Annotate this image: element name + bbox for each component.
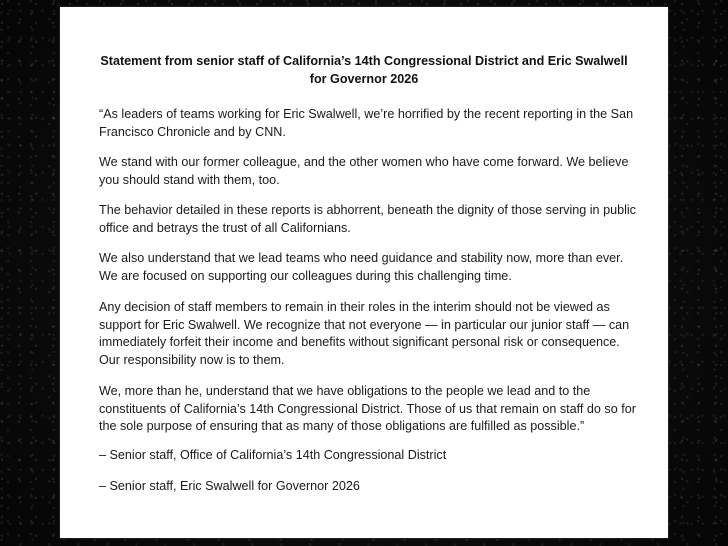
statement-title [60,52,668,88]
paragraph-guidance: We also understand that we lead teams who need guidance and stability now, more than ever. We are focused on supporting our colleagues during this challenging time. [99,251,624,283]
signature-congressional-office: – Senior staff, Office of California’s 14th Congressional District [99,448,447,462]
statement-page [60,7,668,538]
paragraph-opening: “As leaders of teams working for Eric Swalwell, we’re horrified by the recent reporting in the San Francisco Chronicle and by CNN. [99,107,634,139]
title-line-1: Statement from senior staff of California’s 14th Congressional District and Eric Swalwell [100,54,628,68]
paragraph-stand-with-colleague: We stand with our former colleague, and the other women who have come forward. We believe you should stand with them, too. [99,155,629,187]
signature-campaign: – Senior staff, Eric Swalwell for Governor 2026 [99,479,360,493]
paragraph-obligations: We, more than he, understand that we have obligations to the people we lead and to the constituents of California’s 14th Congressional District. Those of us that remain on staff do so for the sole purpose of ensuring that as many of those obligations are fulfilled as possible.” [99,384,636,433]
paragraph-staff-decision: Any decision of staff members to remain in their roles in the interim should not be viewed as support for Eric Swalwell. We recognize that not everyone — in particular our junior staff — can immediately forfeit their income and benefits without significant personal risk or consequence. Our responsibility now is to them. [99,300,630,367]
title-line-2: for Governor 2026 [309,72,419,86]
paragraph-behavior: The behavior detailed in these reports is abhorrent, beneath the dignity of those serving in public office and betrays the trust of all Californians. [99,203,636,235]
